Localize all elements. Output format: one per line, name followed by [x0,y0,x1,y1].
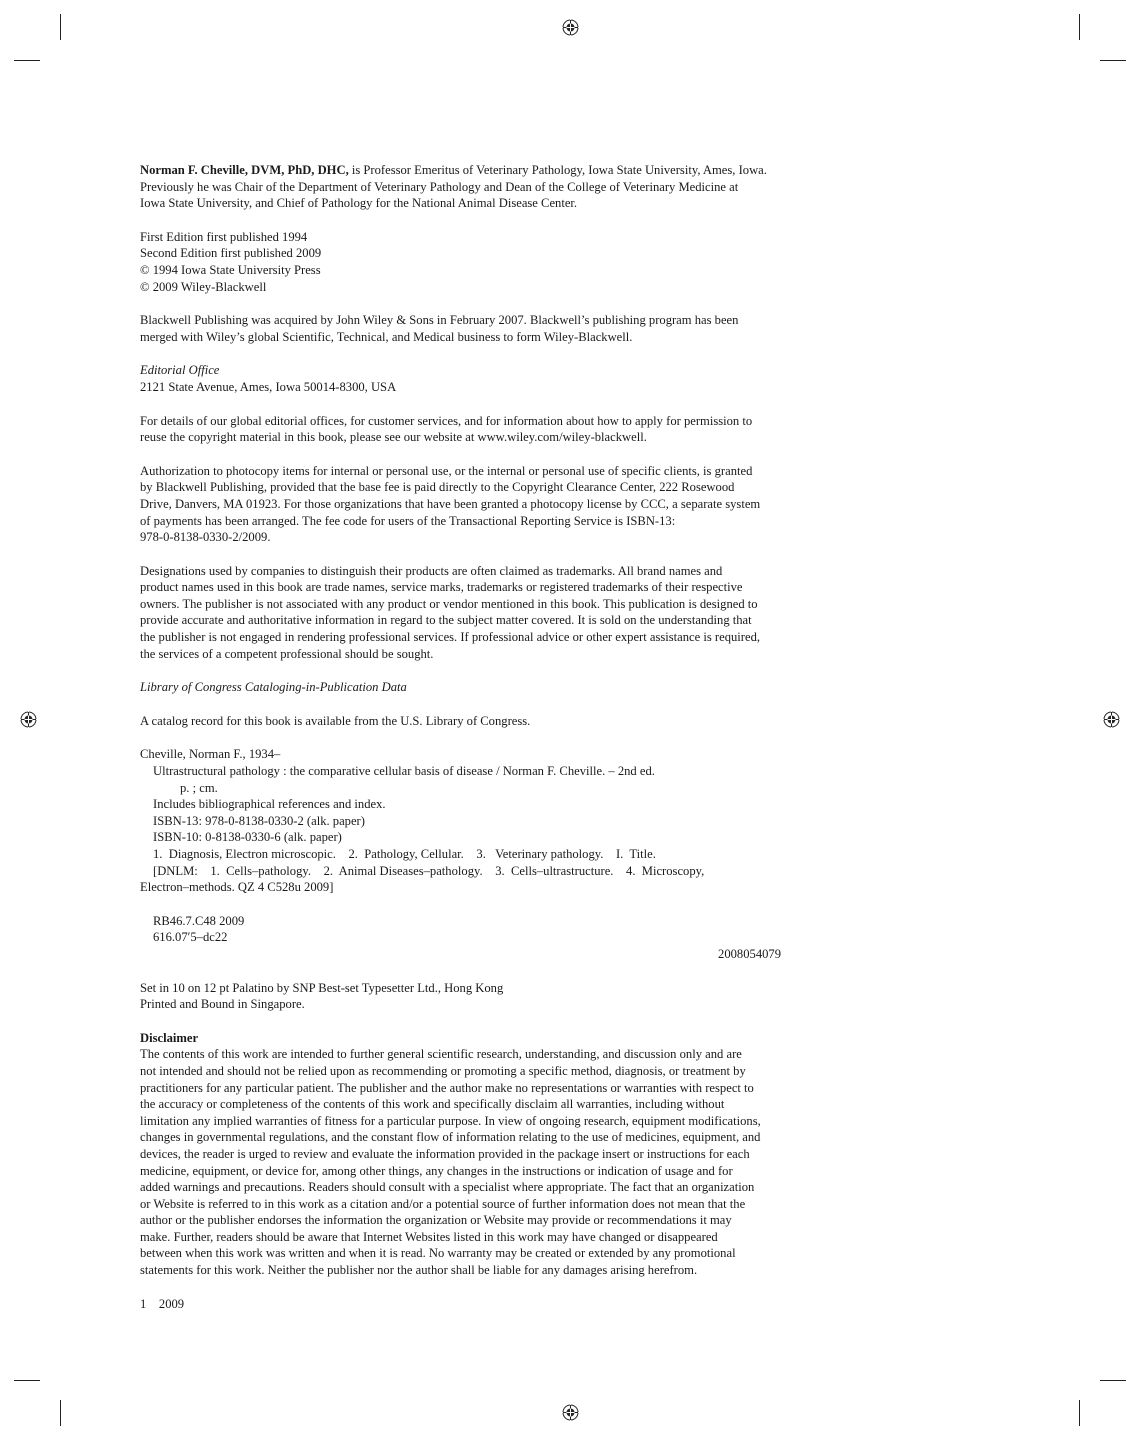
cip-catalog-note-block [140,713,885,730]
author-bio-line-1 [140,162,885,179]
cip-record [140,746,885,895]
designations-line: Designations used by companies to distinguish their products are often claimed as trademarks. All brand names and [140,563,723,578]
authorization-line: Authorization to photocopy items for internal or personal use, or the internal or personal use of specific clients, is granted [140,463,753,478]
printing-line-block [140,1296,885,1313]
cip-dnlm-line-1: [DNLM: 1. Cells–pathology. 2. Animal Diseases–pathology. 3. Cells–ultrastructure. 4. Microscopy, [153,863,705,878]
edition-line: Second Edition first published 2009 [140,246,322,261]
designations-line: the services of a competent professional should be sought. [140,646,434,661]
crop-mark-bottom-right-horizontal [1100,1380,1126,1381]
cip-isbn13: ISBN-13: 978-0-8138-0330-2 (alk. paper) [153,813,365,828]
disclaimer-line: devices, the reader is urged to review and evaluate the information provided in the package insert or instructions for each [140,1146,750,1161]
edition-line: © 1994 Iowa State University Press [140,262,321,277]
cip-pages: p. ; cm. [180,780,218,795]
author-name: Norman F. Cheville, DVM, PhD, DHC, [140,163,349,177]
editorial-office-address: 2121 State Avenue, Ames, Iowa 50014-8300, USA [140,379,397,394]
cip-subjects: 1. Diagnosis, Electron microscopic. 2. Pathology, Cellular. 3. Veterinary pathology. I. Title. [153,847,656,861]
author-bio-line-2: Previously he was Chair of the Department of Veterinary Pathology and Dean of the College of Veterinary Medicine at [140,179,739,194]
registration-mark-top-icon [562,19,579,36]
acquisition-line: merged with Wiley’s global Scientific, Technical, and Medical business to form Wiley-Blackwell. [140,329,633,344]
cip-lccn: 2008054079 [718,946,781,961]
editorial-office [140,362,885,395]
designations-line: owners. The publisher is not associated with any product or vendor mentioned in this book. This publication is designed to [140,596,758,611]
details-note [140,413,885,446]
cip-classification-1: RB46.7.C48 2009 [153,913,245,928]
details-line: reuse the copyright material in this book, please see our website at www.wiley.com/wiley-blackwell. [140,430,647,445]
cip-isbn10: ISBN-10: 0-8138-0330-6 (alk. paper) [153,830,342,845]
cip-classification-2: 616.07′5–dc22 [153,930,228,945]
typesetting-note [140,980,885,1013]
cip-heading: Library of Congress Cataloging-in-Publication Data [140,680,407,695]
crop-mark-top-left-horizontal [14,60,40,61]
registration-mark-right-icon [1103,711,1120,728]
disclaimer-line: or Website is referred to in this work as a citation and/or a potential source of further information does not mean that the [140,1196,746,1211]
crop-mark-bottom-left-horizontal [14,1380,40,1381]
author-bio-text: is Professor Emeritus of Veterinary Pathology, Iowa State University, Ames, Iowa. [348,163,767,177]
crop-mark-top-left-vertical [60,14,61,40]
crop-mark-bottom-left-vertical [60,1400,61,1426]
crop-mark-bottom-right-vertical [1079,1400,1080,1426]
printing-line: 1 2009 [140,1296,185,1311]
disclaimer-line: between when this work was written and when it is read. No warranty may be created or extended by any promotional [140,1246,736,1261]
designations-line: the publisher is not engaged in rendering professional services. If professional advice or other expert assistance is required, [140,630,761,645]
disclaimer-line: not intended and should not be relied upon as recommending or promoting a specific method, diagnosis, or treatment by [140,1063,746,1078]
editorial-office-heading: Editorial Office [140,363,220,378]
designations-line: product names used in this book are trade names, service marks, trademarks or registered trademarks of their respective [140,580,743,595]
details-line: For details of our global editorial offices, for customer services, and for information about how to apply for permission to [140,413,753,428]
disclaimer-line: The contents of this work are intended to further general scientific research, understanding, and discussion only and are [140,1047,742,1062]
copyright-page-content [140,162,885,1329]
registration-mark-bottom-icon [562,1404,579,1421]
cip-classification [140,913,885,963]
cip-catalog-note: A catalog record for this book is available from the U.S. Library of Congress. [140,713,531,728]
authorization-line: by Blackwell Publishing, provided that the base fee is paid directly to the Copyright Clearance Center, 222 Rosewood [140,480,735,495]
cip-bibliography: Includes bibliographical references and index. [153,797,386,812]
disclaimer-line: the accuracy or completeness of the contents of this work and specifically disclaim all warranties, including without [140,1097,725,1112]
cip-dnlm-line-2: Electron–methods. QZ 4 C528u 2009] [140,880,334,895]
author-bio [140,162,885,212]
authorization-line: of payments has been arranged. The fee code for users of the Transactional Reporting Service is ISBN-13: [140,513,676,528]
acquisition-line: Blackwell Publishing was acquired by John Wiley & Sons in February 2007. Blackwell’s publishing program has been [140,313,739,328]
typesetting-line: Set in 10 on 12 pt Palatino by SNP Best-set Typesetter Ltd., Hong Kong [140,980,504,995]
cip-heading-block [140,679,885,696]
disclaimer-line: changes in governmental regulations, and the constant flow of information relating to the use of medicines, equipment, and [140,1130,761,1145]
cip-author: Cheville, Norman F., 1934– [140,747,281,762]
authorization-line: 978-0-8138-0330-2/2009. [140,530,271,545]
disclaimer-line: added warnings and precautions. Readers should consult with a specialist where appropriate. The fact that an organization [140,1180,755,1195]
disclaimer-line: make. Further, readers should be aware that Internet Websites listed in this work may have changed or disappeared [140,1229,718,1244]
edition-line: First Edition first published 1994 [140,229,308,244]
disclaimer [140,1030,885,1279]
crop-mark-top-right-horizontal [1100,60,1126,61]
designations-note [140,563,885,663]
designations-line: provide accurate and authoritative information in regard to the subject matter covered. It is sold on the understanding that [140,613,752,628]
disclaimer-line: author or the publisher endorses the information the organization or Website may provide or recommendations it may [140,1213,732,1228]
author-bio-line-3: Iowa State University, and Chief of Pathology for the National Animal Disease Center. [140,196,578,211]
disclaimer-line: practitioners for any particular patient. The publisher and the author make no representations or warranties with respect to [140,1080,754,1095]
typesetting-line: Printed and Bound in Singapore. [140,997,305,1012]
authorization-line: Drive, Danvers, MA 01923. For those organizations that have been granted a photocopy license by CCC, a separate system [140,496,761,511]
disclaimer-line: medicine, equipment, or device for, among other things, any changes in the instructions or indication of usage and for [140,1163,733,1178]
disclaimer-line: statements for this work. Neither the publisher nor the author shall be liable for any damages arising herefrom. [140,1263,698,1278]
authorization-note [140,463,885,546]
crop-mark-top-right-vertical [1079,14,1080,40]
acquisition-note [140,312,885,345]
edition-history [140,229,885,295]
disclaimer-line: limitation any implied warranties of fitness for a particular purpose. In view of ongoing research, equipment modifications, [140,1113,761,1128]
edition-line: © 2009 Wiley-Blackwell [140,279,267,294]
registration-mark-left-icon [20,711,37,728]
disclaimer-heading: Disclaimer [140,1030,199,1045]
cip-title: Ultrastructural pathology : the comparative cellular basis of disease / Norman F. Cheville. – 2nd ed. [153,764,655,779]
